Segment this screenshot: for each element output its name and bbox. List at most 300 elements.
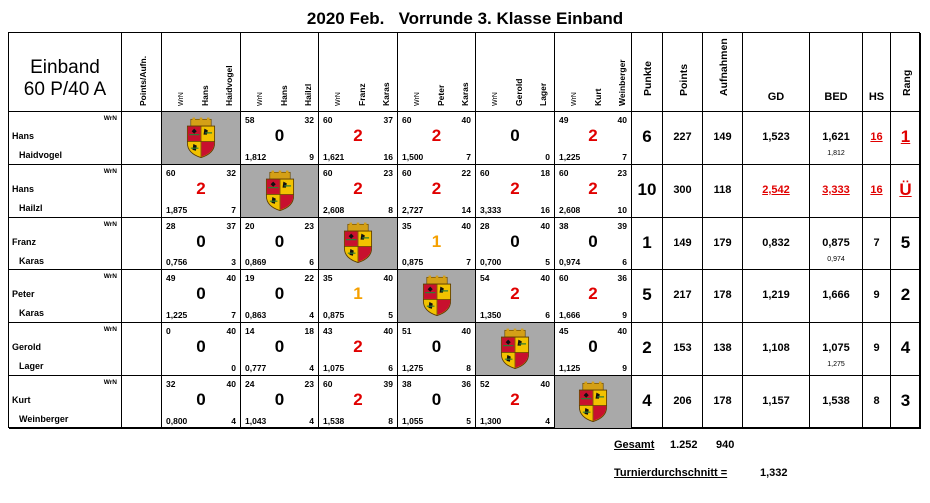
match-innings: 22 [304,273,314,284]
header-player-3-first-name: Franz [357,83,367,106]
match-average: 1,666 [559,310,581,321]
player-hs: 7 [873,236,880,249]
player-bed: 1,621 [822,131,850,143]
player-gd-cell [743,165,810,218]
match-high-series: 7 [466,151,471,162]
player-last-name: Lager [19,361,44,372]
player-bed-cell [810,112,863,165]
header-player-4-wrn: WrN [414,92,421,106]
match-cell [476,376,555,429]
player-punkte-cell [632,270,663,323]
header-player-2-first-name: Hans [279,85,289,106]
player-punkte-cell [632,323,663,376]
match-points-scored: 28 [480,220,490,231]
match-high-series: 4 [545,415,550,426]
match-average: 1,538 [323,415,345,426]
match-cell [398,218,476,271]
player-gd: 1,157 [762,395,790,407]
match-result: 2 [510,178,520,198]
match-cell [241,323,319,376]
match-average: 2,608 [323,204,345,215]
match-cell [162,165,241,218]
match-average: 1,300 [480,415,502,426]
match-cell [319,323,398,376]
match-innings: 22 [461,167,471,178]
match-average: 2,608 [559,204,581,215]
player-last-name: Haidvogel [19,150,63,160]
match-innings: 23 [304,379,314,389]
match-cell [241,112,319,165]
player-aufnahmen-cell [703,376,743,429]
header-hs [863,33,891,112]
match-cell [398,165,476,218]
match-high-series: 6 [309,257,314,268]
header-player-1-last-name: Haidvogel [224,65,234,106]
header-player-1 [162,33,241,112]
player-punkte: 10 [637,179,657,199]
turnierdurchschnitt-label: Turnierdurchschnitt = [614,467,728,479]
match-points-scored: 60 [402,115,412,125]
header-player-3-last-name: Karas [381,82,391,106]
diagonal-cell [555,376,632,429]
match-innings: 40 [461,220,471,231]
player-first-name: Franz [12,236,37,247]
match-high-series: 6 [622,257,627,268]
match-high-series: 9 [309,151,314,162]
match-average: 1,621 [323,151,345,162]
match-points-scored: 60 [323,115,333,125]
match-result: 0 [431,390,442,409]
header-gd [743,33,810,112]
match-high-series: 7 [231,204,236,215]
match-result: 0 [274,390,285,409]
corner-line-1: Einband [30,57,100,78]
match-cell [241,218,319,271]
match-result: 2 [353,390,363,409]
match-result: 2 [588,126,598,145]
match-points-scored: 58 [245,115,255,125]
player-rang: 5 [900,232,911,252]
match-high-series: 3 [231,257,236,268]
match-high-series: 0 [231,362,236,373]
match-innings: 40 [383,326,393,337]
player-rang-cell [891,323,921,376]
match-result: 0 [510,231,520,251]
player-points: 227 [673,131,692,143]
player-punkte-cell [632,218,663,271]
match-innings: 32 [226,167,236,178]
match-innings: 40 [617,115,627,125]
player-aufnahmen-cell [703,270,743,323]
player-name-cell [9,112,122,165]
match-average: 1,275 [402,362,424,373]
gesamt-value-innings: 940 [716,439,735,451]
match-points-scored: 54 [480,273,490,284]
match-result: 0 [274,126,285,145]
match-cell [319,165,398,218]
player-wrn: WrN [103,273,117,281]
match-points-scored: 38 [402,379,412,389]
player-hs-cell [863,270,891,323]
match-average: 0,800 [166,415,188,426]
match-high-series: 8 [388,415,393,426]
match-points-scored: 19 [245,273,255,284]
match-innings: 32 [304,115,314,125]
points-per-inning-cell [122,218,162,271]
player-last-name: Hailzl [19,202,43,213]
match-innings: 39 [617,220,627,231]
player-punkte: 2 [642,338,652,358]
player-punkte: 5 [642,285,652,305]
match-points-scored: 24 [245,379,255,389]
header-player-2 [241,33,319,112]
match-innings: 40 [540,379,550,389]
coat-of-arms-icon [263,170,297,211]
player-rang-cell [891,112,921,165]
match-innings: 40 [383,273,393,284]
header-gd-label: GD [767,91,785,103]
match-cell [162,270,241,323]
match-high-series: 4 [231,415,236,426]
match-result: 2 [196,178,206,198]
player-rang: Ü [899,179,912,199]
match-innings: 36 [617,273,627,284]
diagonal-cell [398,270,476,323]
match-result: 0 [274,337,285,357]
header-points-label: Points [677,63,690,96]
match-result: 2 [510,284,520,304]
player-bed-sub: 0,974 [827,255,845,263]
match-cell [319,376,398,429]
match-result: 2 [588,284,598,304]
results-table [8,32,920,428]
player-points-cell [663,323,703,376]
player-points-cell [663,270,703,323]
player-name-cell [9,376,122,429]
player-hs: 16 [870,183,883,196]
header-rang [891,33,921,112]
match-high-series: 10 [617,204,627,215]
match-points-scored: 60 [559,273,569,284]
match-average: 0,777 [245,362,267,373]
match-innings: 40 [540,273,550,284]
match-cell [555,218,632,271]
match-result: 0 [510,126,520,145]
match-average: 0,756 [166,257,188,268]
match-result: 0 [431,337,442,357]
player-last-name: Weinberger [19,414,69,424]
player-last-name: Karas [19,255,45,266]
match-high-series: 5 [545,257,550,268]
match-average: 1,350 [480,310,502,321]
match-high-series: 7 [231,310,236,321]
gesamt-label: Gesamt [614,439,655,451]
page-title: 2020 Feb. Vorrunde 3. Klasse Einband [306,9,624,28]
corner-title [9,57,121,101]
player-aufnahmen-cell [703,165,743,218]
player-bed: 1,666 [822,289,850,302]
match-average: 1,055 [402,415,424,426]
player-name-cell [9,218,122,271]
match-high-series: 4 [309,310,314,321]
header-player-5-wrn: WrN [492,92,499,106]
match-points-scored: 60 [166,167,176,178]
player-points-cell [663,112,703,165]
match-points-scored: 51 [402,326,412,337]
player-aufnahmen: 138 [713,342,732,355]
diagonal-cell [319,218,398,271]
match-points-scored: 35 [323,273,333,284]
coat-of-arms-icon [576,381,610,422]
match-innings: 23 [617,167,627,178]
player-wrn: WrN [103,167,117,175]
match-cell [555,270,632,323]
player-bed-cell [810,323,863,376]
match-innings: 40 [226,326,236,337]
match-average: 1,500 [402,151,424,162]
match-high-series: 8 [388,204,393,215]
match-points-scored: 60 [402,167,412,178]
player-hs-cell [863,165,891,218]
match-high-series: 5 [388,310,393,321]
match-average: 0,875 [323,310,345,321]
player-rang-cell [891,270,921,323]
player-gd: 1,523 [762,131,790,143]
player-aufnahmen: 149 [713,131,732,143]
player-first-name: Hans [12,131,35,141]
match-cell [162,323,241,376]
header-punkte-label: Punkte [642,60,654,96]
match-high-series: 7 [466,257,471,268]
player-points: 300 [673,183,692,196]
player-hs-cell [863,323,891,376]
match-result: 2 [431,178,442,198]
player-first-name: Peter [12,289,35,300]
match-result: 2 [588,178,598,198]
match-result: 0 [196,390,206,409]
match-cell [555,323,632,376]
player-name-cell [9,165,122,218]
match-average: 2,727 [402,204,424,215]
match-result: 0 [196,231,206,251]
player-gd: 2,542 [762,183,790,196]
player-bed: 1,075 [822,342,850,355]
match-cell [162,376,241,429]
player-bed-cell [810,218,863,271]
match-points-scored: 45 [559,326,569,337]
match-average: 1,225 [559,151,581,162]
match-points-scored: 28 [166,220,176,231]
player-punkte: 4 [642,391,652,410]
match-high-series: 0 [545,151,550,162]
player-points-cell [663,376,703,429]
player-punkte-cell [632,165,663,218]
match-average: 0,974 [559,257,581,268]
player-points: 217 [673,289,692,302]
match-points-scored: 32 [166,379,176,389]
player-bed: 1,538 [822,395,850,407]
header-player-2-wrn: WrN [257,92,264,106]
match-result: 2 [431,126,442,145]
player-wrn: WrN [103,326,117,334]
header-player-1-first-name: Hans [200,85,210,106]
match-cell [398,376,476,429]
match-high-series: 16 [540,204,550,215]
player-name-cell [9,270,122,323]
match-high-series: 8 [466,362,471,373]
header-player-4-first-name: Peter [436,84,446,106]
player-hs: 16 [870,131,883,143]
header-aufnahmen [703,33,743,112]
diagonal-cell [476,323,555,376]
match-points-scored: 49 [166,273,176,284]
diagonal-cell [241,165,319,218]
match-average: 1,043 [245,415,267,426]
match-cell [398,112,476,165]
match-cell [241,376,319,429]
match-result: 1 [431,231,442,251]
match-innings: 40 [461,115,471,125]
header-aufnahmen-label: Aufnahmen [717,38,730,96]
match-points-scored: 35 [402,220,412,231]
player-bed-cell [810,270,863,323]
player-rang-cell [891,165,921,218]
corner-header [9,33,122,112]
match-result: 0 [196,337,206,357]
header-player-6-last-name: Weinberger [617,59,627,106]
header-player-3-wrn: WrN [335,92,342,106]
match-high-series: 6 [545,310,550,321]
header-punkte [632,33,663,112]
header-rang-label: Rang [900,69,913,96]
header-hs-label: HS [868,91,885,103]
points-per-inning-cell [122,270,162,323]
player-points: 206 [673,395,692,407]
match-innings: 40 [461,326,471,337]
gesamt-value-points: 1.252 [670,439,698,451]
player-aufnahmen-cell [703,323,743,376]
player-points: 149 [673,236,692,249]
match-cell [319,270,398,323]
player-gd-cell [743,112,810,165]
player-hs: 8 [873,395,880,407]
match-cell [241,270,319,323]
player-hs: 9 [873,342,880,355]
header-player-6-wrn: WrN [571,92,578,106]
player-hs-cell [863,376,891,429]
header-player-3 [319,33,398,112]
header-bed [810,33,863,112]
match-innings: 37 [226,220,236,231]
header-player-4 [398,33,476,112]
match-result: 1 [353,284,363,304]
player-bed: 0,875 [822,236,850,249]
header-player-2-last-name: Hailzl [303,83,313,106]
match-result: 2 [353,178,363,198]
match-points-scored: 38 [559,220,569,231]
player-gd: 1,108 [762,342,790,355]
player-points: 153 [673,342,692,355]
player-gd-cell [743,270,810,323]
player-name-cell [9,323,122,376]
match-innings: 23 [383,167,393,178]
match-average: 0,863 [245,310,267,321]
player-bed-sub: 1,812 [827,150,845,157]
match-average: 0,700 [480,257,502,268]
match-points-scored: 60 [323,379,333,389]
match-cell [162,218,241,271]
match-points-scored: 14 [245,326,255,337]
match-average: 0,869 [245,257,267,268]
match-average: 1,225 [166,310,188,321]
match-high-series: 6 [388,362,393,373]
player-first-name: Hans [12,183,35,194]
player-rang-cell [891,376,921,429]
match-result: 0 [588,337,598,357]
header-player-6 [555,33,632,112]
match-innings: 37 [383,115,393,125]
player-rang: 3 [900,391,911,410]
match-result: 2 [353,337,363,357]
match-cell [476,165,555,218]
player-gd: 1,219 [762,289,790,302]
match-result: 0 [588,231,598,251]
diagonal-cell [162,112,241,165]
match-cell [555,165,632,218]
player-bed-cell [810,165,863,218]
player-wrn: WrN [103,115,117,122]
match-average: 1,075 [323,362,345,373]
match-result: 2 [510,390,520,409]
player-aufnahmen-cell [703,112,743,165]
player-gd: 0,832 [762,236,790,249]
player-rang: 4 [900,338,911,358]
points-per-inning-cell [122,376,162,429]
match-cell [555,112,632,165]
match-points-scored: 52 [480,379,490,389]
player-gd-cell [743,376,810,429]
points-per-inning-cell [122,112,162,165]
player-hs-cell [863,218,891,271]
match-points-scored: 60 [559,167,569,178]
match-points-scored: 20 [245,220,255,231]
match-cell [476,218,555,271]
turnierdurchschnitt-value: 1,332 [760,467,788,479]
match-innings: 18 [540,167,550,178]
header-points-per-inning-label: Points/Aufn. [137,55,148,106]
player-punkte-cell [632,112,663,165]
coat-of-arms-icon [341,223,375,264]
match-points-scored: 49 [559,115,569,125]
header-bed-label: BED [824,91,848,103]
match-innings: 36 [461,379,471,389]
player-gd-cell [743,218,810,271]
match-innings: 18 [304,326,314,337]
player-aufnahmen: 179 [713,236,732,249]
header-player-5 [476,33,555,112]
player-wrn: WrN [103,220,117,228]
match-average: 1,812 [245,151,267,162]
points-per-inning-cell [122,323,162,376]
header-player-1-wrn: WrN [178,92,185,106]
player-points-cell [663,165,703,218]
player-punkte: 6 [642,127,652,146]
match-points-scored: 60 [323,167,333,178]
player-bed-sub: 1,275 [827,361,845,369]
match-cell [476,270,555,323]
coat-of-arms-icon [498,329,532,370]
match-cell [476,112,555,165]
